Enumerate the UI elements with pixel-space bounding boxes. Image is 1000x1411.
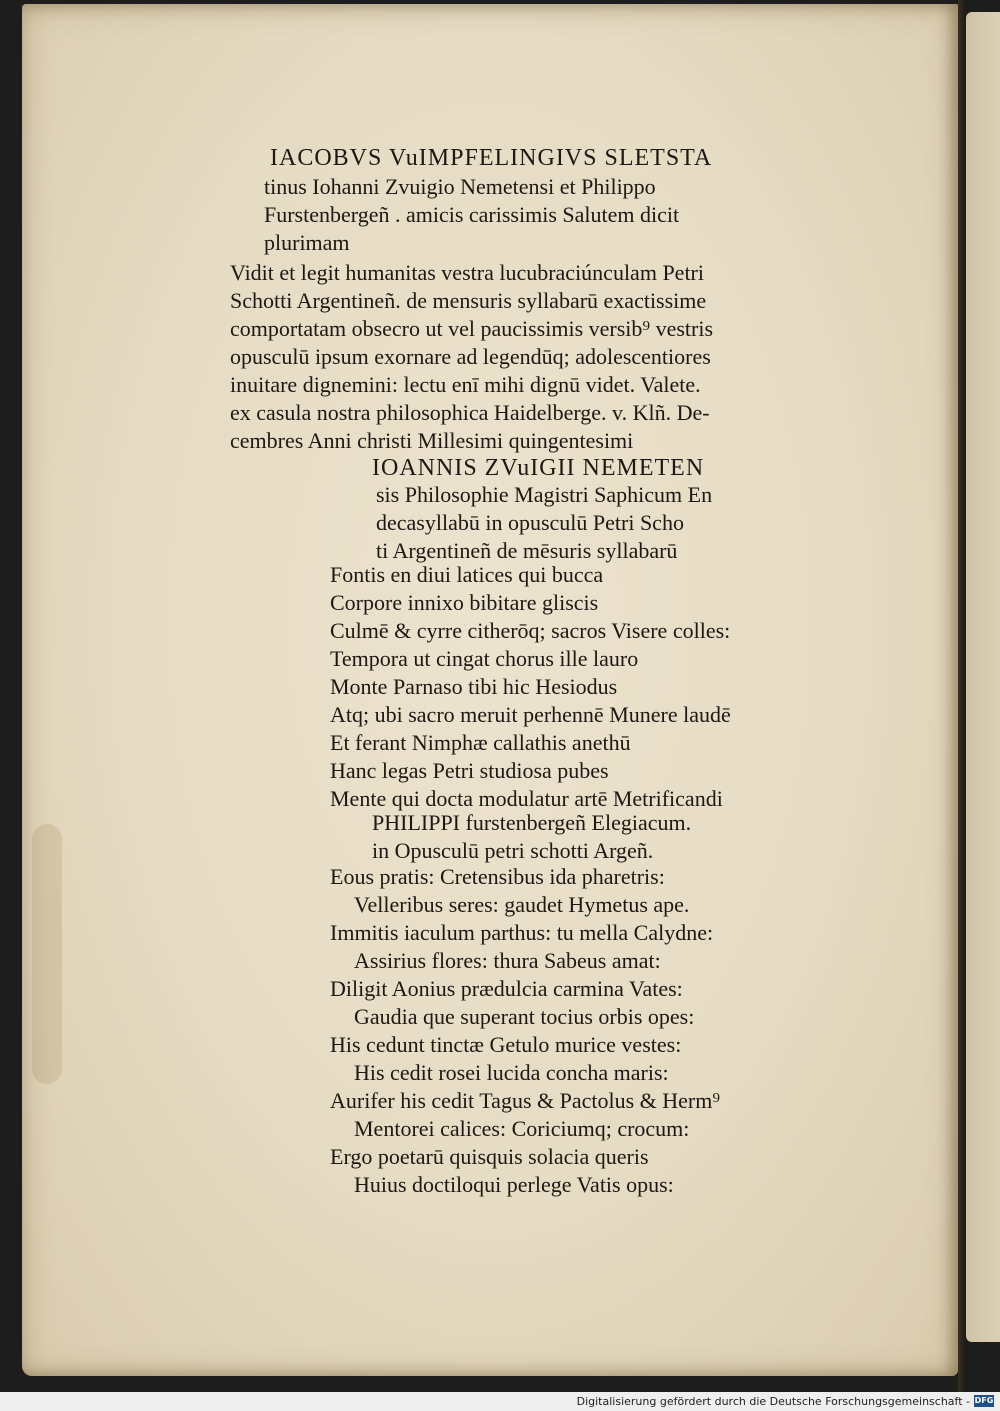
heading-line: plurimam <box>264 230 350 255</box>
heading-line: Furstenbergeñ . amicis carissimis Salutem dicit <box>264 202 680 227</box>
poem-line: Mentorei calices: Coriciumq; crocum: <box>354 1116 690 1141</box>
poem-line: His cedunt tinctæ Getulo murice vestes: <box>330 1032 682 1057</box>
poem-line: Immitis iaculum parthus: tu mella Calydne: <box>330 920 714 945</box>
poem-line: Atq; ubi sacro meruit perhennē Munere laudē <box>330 702 731 727</box>
poem-line: Monte Parnaso tibi hic Hesiodus <box>330 674 618 699</box>
letter-line: ex casula nostra philosophica Haidelberge. v. Klñ. De- <box>230 400 710 425</box>
letter-line: Schotti Argentineñ. de mensuris syllabarū exactissime <box>230 288 707 313</box>
dfg-logo: DFG <box>974 1396 994 1405</box>
poem-heading-line: IOANNIS ZVuIGII NEMETEN <box>372 455 705 481</box>
poem-heading-line: sis Philosophie Magistri Saphicum En <box>376 482 713 507</box>
poem-line: Velleribus seres: gaudet Hymetus ape. <box>354 892 690 917</box>
poem-line: Et ferant Nimphæ callathis anethū <box>330 730 631 755</box>
letter-line: opusculū ipsum exornare ad legendūq; adolescentiores <box>230 344 711 369</box>
poem-line: Hanc legas Petri studiosa pubes <box>330 758 609 783</box>
heading-line: IACOBVS VuIMPFELINGIVS SLETSTA <box>270 145 713 171</box>
poem-line: Diligit Aonius prædulcia carmina Vates: <box>330 976 683 1001</box>
footer-bar <box>0 1392 1000 1411</box>
footer-credit: Digitalisierung gefördert durch die Deutsche Forschungsgemeinschaft - <box>576 1395 970 1408</box>
heading-line: tinus Iohanni Zvuigio Nemetensi et Philippo <box>264 174 656 199</box>
poem-line: Corpore innixo bibitare gliscis <box>330 590 599 615</box>
poem-line: Eous pratis: Cretensibus ida pharetris: <box>330 864 665 889</box>
poem-line: Huius doctiloqui perlege Vatis opus: <box>354 1172 674 1197</box>
poem-line: Fontis en diui latices qui bucca <box>330 562 604 587</box>
poem-line: Assirius flores: thura Sabeus amat: <box>354 948 661 973</box>
poem-line: Ergo poetarū quisquis solacia queris <box>330 1144 649 1169</box>
letter-line: cembres Anni christi Millesimi quingentesimi <box>230 428 634 453</box>
letter-line: inuitare dignemini: lectu enī mihi dignū videt. Valete. <box>230 372 701 397</box>
poem-line: Gaudia que superant tocius orbis opes: <box>354 1004 695 1029</box>
poem-heading-line: in Opusculū petri schotti Argeñ. <box>372 838 654 863</box>
poem-line: Culmē & cyrre citherōq; sacros Visere colles: <box>330 618 731 643</box>
poem-heading-line: ti Argentineñ de mēsuris syllabarū <box>376 538 678 563</box>
poem-line: Mente qui docta modulatur artē Metrificandi <box>330 786 723 811</box>
poem-heading-line: PHILIPPI furstenbergeñ Elegiacum. <box>372 810 692 835</box>
poem-heading-line: decasyllabū in opusculū Petri Scho <box>376 510 684 535</box>
poem-line: His cedit rosei lucida concha maris: <box>354 1060 669 1085</box>
poem-line: Tempora ut cingat chorus ille lauro <box>330 646 639 671</box>
poem-line: Aurifer his cedit Tagus & Pactolus & Herm⁹ <box>330 1088 721 1113</box>
letter-line: comportatam obsecro ut vel paucissimis versib⁹ vestris <box>230 316 714 341</box>
letter-line: Vidit et legit humanitas vestra lucubraciúnculam Petri <box>230 260 704 285</box>
